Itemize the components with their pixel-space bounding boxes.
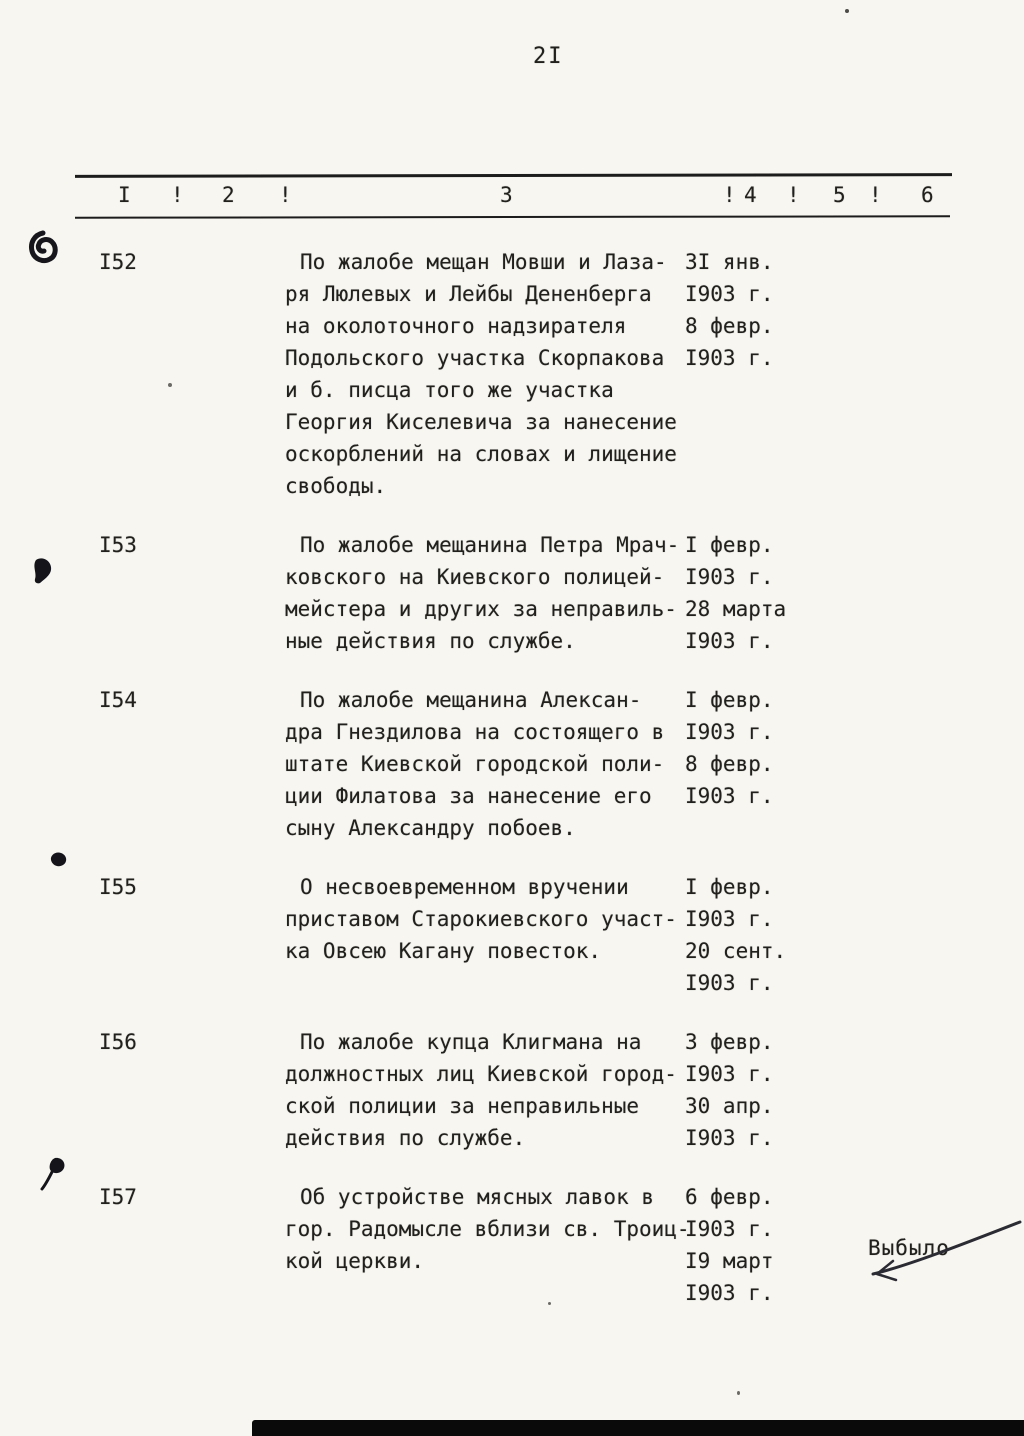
case-description-line: приставом Старокиевского участ- [285, 907, 677, 931]
dot-ink-blot-icon [48, 850, 70, 870]
case-date: I903 г. [685, 784, 774, 808]
entry-line [285, 246, 1024, 278]
entry-line [285, 438, 1024, 470]
entry-line [285, 1122, 1024, 1154]
spiral-ink-blot-icon [28, 230, 60, 266]
case-date: I903 г. [685, 346, 774, 370]
register-entry [0, 529, 1024, 657]
case-description-line: дра Гнездилова на состоящего в [285, 720, 665, 744]
case-date [685, 406, 1015, 438]
entry-lines [285, 1026, 1024, 1154]
entry-line [285, 871, 1024, 903]
case-date: 6 февр. [685, 1185, 774, 1209]
column-separator: ! [869, 183, 882, 207]
column-separator: ! [787, 183, 800, 207]
column-separator: ! [171, 183, 184, 207]
case-date: I903 г. [685, 1217, 774, 1241]
case-description-line: ные действия по службе. [285, 629, 576, 653]
entry-number: I55 [99, 875, 137, 899]
case-description-line: О несвоевременном вручении [300, 875, 629, 899]
case-date [685, 470, 1015, 502]
case-description-line: гор. Радомысле вблизи св. Троиц- [285, 1217, 690, 1241]
entry-line [285, 748, 1024, 780]
column-header-2: 2 [222, 183, 235, 207]
entry-line [285, 593, 1024, 625]
case-description-line: По жалобе мещан Мовши и Лаза- [300, 250, 667, 274]
tailed-ink-blot-icon [40, 1156, 68, 1192]
paper-speck [168, 383, 172, 387]
case-description-line: ции Филатова за нанесение его [285, 784, 652, 808]
entry-line [285, 1058, 1024, 1090]
case-date: I февр. [685, 875, 774, 899]
case-description-line: Об устройстве мясных лавок в [300, 1185, 655, 1209]
case-description-line: Георгия Киселевича за нанесение [285, 410, 677, 434]
case-date: I февр. [685, 688, 774, 712]
register-entry [0, 246, 1024, 502]
case-date: I903 г. [685, 907, 774, 931]
scan-edge-bar [252, 1420, 1024, 1436]
entry-number: I53 [99, 533, 137, 557]
register-entry [0, 1026, 1024, 1154]
entry-number: I52 [99, 250, 137, 274]
case-description-line: свободы. [285, 474, 387, 498]
entry-number: I56 [99, 1030, 137, 1054]
entry-lines [285, 246, 1024, 502]
register-entry [0, 871, 1024, 999]
case-date: 20 сент. [685, 939, 787, 963]
entry-line [285, 529, 1024, 561]
column-separator: ! [723, 183, 736, 207]
column-header-3: 3 [500, 183, 513, 207]
case-date: I903 г. [685, 971, 774, 995]
case-date: I903 г. [685, 1062, 774, 1086]
case-description-line: должностных лиц Киевской город- [285, 1062, 677, 1086]
case-description-line: сыну Александру побоев. [285, 816, 576, 840]
column-header-4: 4 [744, 183, 757, 207]
case-date: 8 февр. [685, 752, 774, 776]
case-date: 3 февр. [685, 1030, 774, 1054]
entry-line [285, 812, 1024, 844]
entry-line [285, 406, 1024, 438]
case-description-line: По жалобе мещанина Петра Мрач- [300, 533, 680, 557]
entry-lines [285, 871, 1024, 999]
column-header-5: 5 [833, 183, 846, 207]
entry-line [285, 1090, 1024, 1122]
entry-line [285, 342, 1024, 374]
entry-line [285, 1026, 1024, 1058]
case-date: I февр. [685, 533, 774, 557]
case-date: 28 марта [685, 597, 787, 621]
paper-speck [737, 1391, 740, 1395]
paper-speck [845, 9, 849, 13]
case-date: I9 март [685, 1249, 774, 1273]
case-description-line: штате Киевской городской поли- [285, 752, 665, 776]
case-description-line [285, 967, 685, 999]
table-header [0, 170, 1024, 224]
entry-line [285, 684, 1024, 716]
header-rule-bottom [75, 215, 950, 219]
entry-line [285, 561, 1024, 593]
case-date: I903 г. [685, 1281, 774, 1305]
entry-lines [285, 684, 1024, 844]
entry-line [285, 903, 1024, 935]
entry-line [285, 1181, 1024, 1213]
case-description-line: ка Овсею Кагану повесток. [285, 939, 602, 963]
page-number: 2I [533, 44, 564, 69]
case-description-line: По жалобе мещанина Алексан- [300, 688, 642, 712]
case-description-line: действия по службе. [285, 1126, 526, 1150]
vybylo-label: Выбыло [868, 1236, 950, 1260]
entry-line [285, 278, 1024, 310]
entry-line [285, 374, 1024, 406]
entry-line [285, 780, 1024, 812]
case-date: 8 февр. [685, 314, 774, 338]
entry-line [285, 310, 1024, 342]
vybylo-annotation [868, 1236, 950, 1260]
register-entry [0, 684, 1024, 844]
column-separator: ! [279, 183, 292, 207]
entry-lines [285, 529, 1024, 657]
entry-line [285, 716, 1024, 748]
paper-speck [548, 1302, 551, 1305]
header-rule-top [75, 173, 952, 178]
case-date: I903 г. [685, 1126, 774, 1150]
case-date: I903 г. [685, 629, 774, 653]
case-date: 30 апр. [685, 1094, 774, 1118]
case-description-line: на околоточного надзирателя [285, 314, 627, 338]
case-date [685, 812, 1015, 844]
case-description-line: кой церкви. [285, 1249, 425, 1273]
column-header-1: I [118, 183, 131, 207]
entry-line [285, 967, 1024, 999]
entry-line [285, 470, 1024, 502]
entry-line [285, 625, 1024, 657]
comma-ink-blot-icon [30, 556, 56, 586]
case-description-line: ковского на Киевского полицей- [285, 565, 665, 589]
case-description-line: Подольского участка Скорпакова [285, 346, 665, 370]
case-date: I903 г. [685, 565, 774, 589]
entry-line [285, 1277, 1024, 1309]
column-header-6: 6 [921, 183, 934, 207]
case-description-line: и б. писца того же участка [285, 378, 614, 402]
entry-line [285, 935, 1024, 967]
case-date [685, 438, 1015, 470]
case-description-line [285, 1277, 685, 1309]
case-description-line: мейстера и других за неправиль- [285, 597, 677, 621]
case-date [685, 374, 1015, 406]
case-description-line: По жалобе купца Клигмана на [300, 1030, 642, 1054]
entry-number: I54 [99, 688, 137, 712]
entries-container [0, 246, 1024, 1336]
case-description-line: ря Люлевых и Лейбы Дененберга [285, 282, 652, 306]
entry-number: I57 [99, 1185, 137, 1209]
case-date: I903 г. [685, 282, 774, 306]
case-description-line: ской полиции за неправильные [285, 1094, 640, 1118]
case-date: 3I янв. [685, 250, 774, 274]
case-date: I903 г. [685, 720, 774, 744]
case-description-line: оскорблений на словах и лищение [285, 442, 677, 466]
